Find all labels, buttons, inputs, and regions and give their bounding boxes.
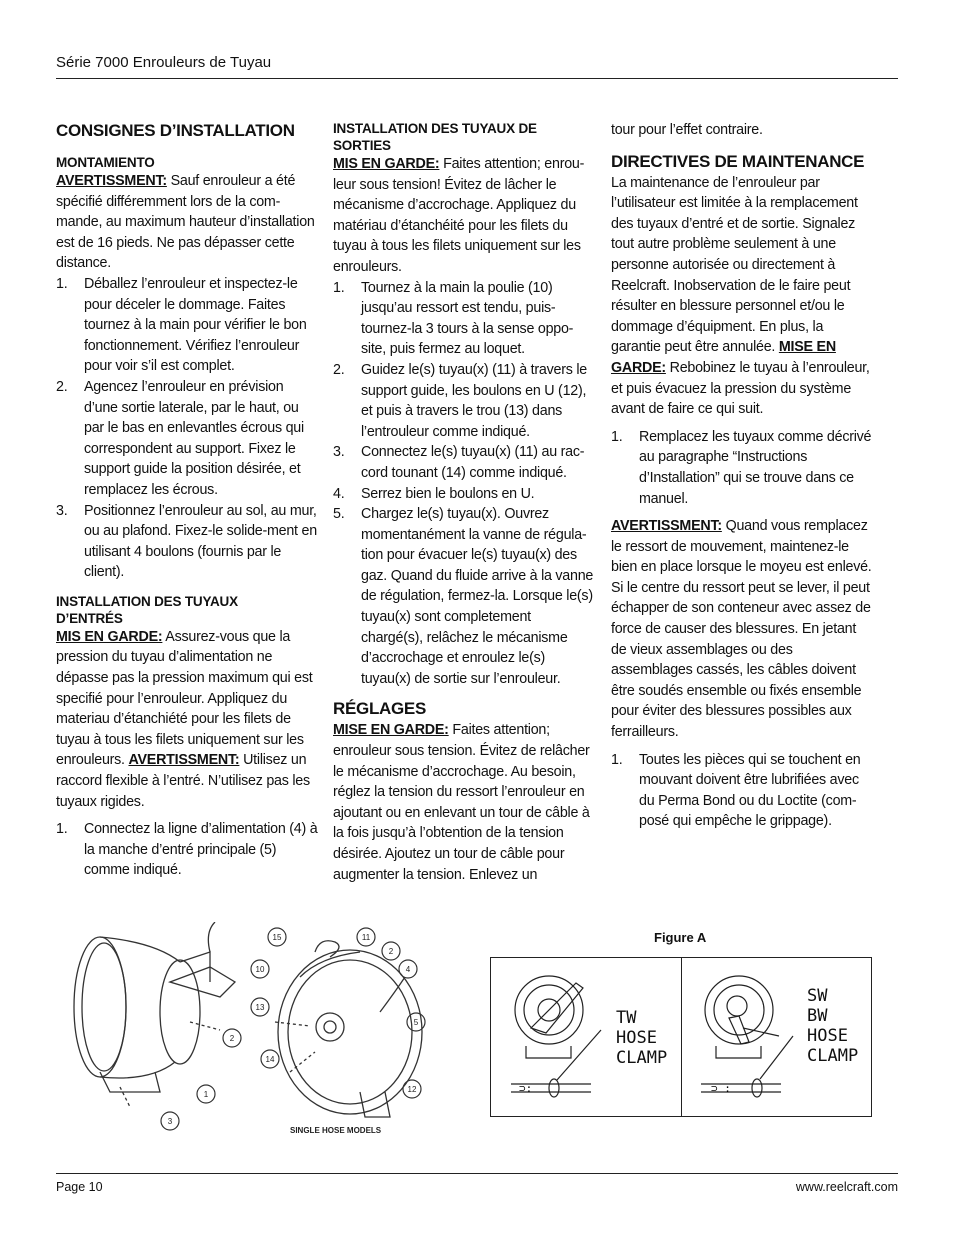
tw-hose-clamp-label: TW HOSE CLAMP (616, 1008, 668, 1068)
callout-15: 15 (272, 933, 282, 942)
list-maintenance (611, 427, 873, 509)
paragraph-continued: tour pour l’effet contraire. (611, 122, 763, 138)
website: www.reelcraft.com (795, 1180, 898, 1194)
drawing-caption: SINGLE HOSE MODELS (290, 1126, 382, 1135)
callout-14: 14 (265, 1055, 275, 1064)
paragraph-mis-en-garde-1: MIS EN GARDE: Assurez-vous que la pression du tuyau d’alimentation ne dépasse pas la pression maximum qui est specifié pour l’enrouleur. Appliquez du materiau d’étanchiété pour les filets de tuyau à tous les filets uniquement sur les enrouleurs. AVERTISSMENT: Utilisez un raccord flexible à l’entré. N’utilisez pas les tuyaux rigides. (56, 628, 313, 810)
list-item: 4. Serrez bien le boulons en U. (333, 485, 535, 502)
list-item: 3. Positionnez l’enrouleur au sol, au mur, ou au plafond. Fixez-le solide-ment en utilisant 4 boulons (fournis par le client). (56, 502, 317, 581)
paragraph-warning-1: AVERTISSMENT: Sauf enrouleur a été spécifié différemment lors de la com-mande, au maximum hauteur d’installation est de 16 pieds. Ne pas dépasser cette distance. (56, 173, 315, 272)
paragraph-maintenance: La maintenance de l’enrouleur par l’utilisateur est limitée à la remplacement des tuyaux d’entré et de sortie. Signalez tout autre problème seulement à une personne autorisée ou directement à Reelcraft. Inobservation de le faire peut résulter en blessure personnel et/ou le dommage d’équipment. En plus, la garantie peut être annulée. MISE EN GARDE: Rebobinez le tuyau à l’enrouleur, et puis évacuez la pression du système avant de faire ce qui suit. (611, 174, 870, 418)
page-header: Série 7000 Enrouleurs de Tuyau (56, 54, 272, 71)
footer-rule (56, 1173, 898, 1174)
heading-reglages: RÉGLAGES (333, 699, 427, 719)
paragraph-mise-en-garde: MISE EN GARDE: Faites attention; enrouleur sous tension. Évitez de relâcher le mécanisme d’accrochage. Au besoin, réglez la tension du ressort l’enrouleur en ajoutant ou en enlevant un tour de câble à la fois jusqu’à l’obtention de la tension désirée. Ajoutez un tour de câble pour augmenter la tension. Enlevez un (333, 722, 590, 883)
heading-montamiento: MONTAMIENTO (56, 155, 155, 170)
callout-11: 11 (361, 933, 371, 942)
column-1 (56, 120, 318, 881)
list-item: 5. Chargez le(s) tuyau(x). Ouvrez momentanément la vanne de régula-tion pour évacuer le(s) tuyau(x) des gaz. Quand du fluide arrive à la vanne de régulation, fermez-la. Lorsque le(s) tuyau(x) sont completement chargé(s), relâchez le mécanisme d’accrochage et enroulez le(s) tuyau(x) de sortie sur l’enrouleur. (333, 506, 594, 687)
figure-label: Figure A (654, 930, 707, 945)
list-sorties (333, 278, 595, 690)
list-item: 1. Remplacez les tuyaux comme décrivé au paragraphe “Instructions d’Installation” qui se trouve dans ce manuel. (611, 428, 872, 507)
heading-maintenance: DIRECTIVES DE MAINTENANCE (611, 151, 865, 171)
column-3 (611, 120, 873, 832)
callout-5: 5 (413, 1018, 419, 1027)
list-item: 1. Connectez la ligne d’alimentation (4) à la manche d’entré principale (5) comme indiqué. (56, 821, 318, 879)
callout-2a: 2 (388, 947, 394, 956)
list-item: 2. Agencez l’enrouleur en prévision d’une sortie laterale, par le haut, ou par le bas en enlevantles écrous qui correspondent au support. Fixez le support guide la position désirée, et remplacez les écrous. (56, 378, 304, 498)
paragraph-mis-en-garde-2: MIS EN GARDE: Faites attention; enrou-leur sous tension! Évitez de lâcher le mécanisme d’accrochage. Appliquez du matériau d’étanchéité pour les filets du tuyau à tous les filets uniquement sur les enrouleurs. (333, 156, 585, 275)
list-lubrication (611, 750, 873, 832)
callout-1: 1 (203, 1090, 209, 1099)
paragraph-warning-3: AVERTISSMENT: Quand vous remplacez le ressort de mouvement, maintenez-le bien en place lorsque le moyeu est enlevé. Si le centre du ressort peut se lever, il peut échapper de son conteneur avec assez de force de causer des blessures. En jetant de vieux assemblages ou des assemblages cassés, les câbles doivent être soudés ensemble ou fixés ensemble pour éviter des blessures possibles aux ferrailleurs. (611, 518, 872, 741)
heading-entres: INSTALLATION DES TUYAUX D’ENTRÉS (56, 593, 238, 626)
callout-3: 3 (167, 1117, 173, 1126)
list-install (56, 274, 318, 583)
heading-installation: CONSIGNES D’INSTALLATION (56, 121, 295, 140)
tw-hose-icon: ⊃: (519, 1082, 533, 1095)
callout-4: 4 (405, 965, 411, 974)
callout-12: 12 (407, 1085, 417, 1094)
callout-13: 13 (255, 1003, 265, 1012)
list-item: 1. Tournez à la main la poulie (10) jusqu’au ressort est tendu, puis-tournez-la 3 tours à la sense oppo-site, puis fermez au loquet. (333, 279, 574, 358)
list-item: 2. Guidez le(s) tuyau(x) (11) à travers le support guide, les boulons en U (12), et puis à travers le trou (13) dans l’entrouleur comme indiqué. (333, 361, 587, 440)
list-item: 3. Connectez le(s) tuyau(x) (11) au rac-cord tounant (14) comme indiqué. (333, 444, 585, 481)
page-number: Page 10 (56, 1180, 103, 1194)
figure-a-box (490, 957, 872, 1117)
callout-10: 10 (255, 965, 265, 974)
sw-bw-hose-clamp-label: SW BW HOSE CLAMP (807, 986, 859, 1066)
callout-2b: 2 (229, 1034, 235, 1043)
list-item: 1. Toutes les pièces qui se touchent en mouvant doivent être lubrifiées avec du Perma Bond ou du Loctite (com-posé qui empêche le grippage). (611, 751, 861, 830)
list-item: 1. Déballez l’enrouleur et inspectez-le pour déceler le dommage. Faites tournez à la main pour vérifier le bon fonctionnement. Vérifiez l’enrouleur pour voir s’il est complet. (56, 275, 307, 375)
list-entres (56, 819, 318, 881)
column-2 (333, 120, 595, 885)
sw-hose-icon: ⊃ : (711, 1082, 731, 1095)
reel-exploded-drawing (60, 922, 440, 1144)
heading-sorties: INSTALLATION DES TUYAUX DE SORTIES (333, 121, 537, 153)
header-rule (56, 78, 898, 79)
